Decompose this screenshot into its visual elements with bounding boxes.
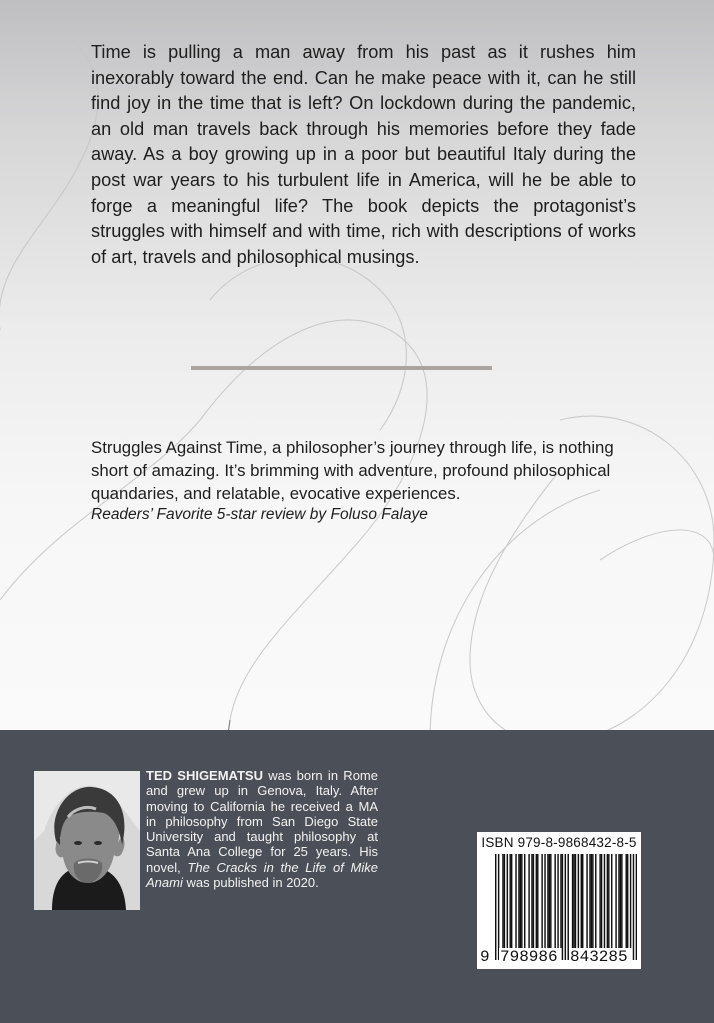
barcode-bar (518, 854, 519, 948)
barcode-bar (528, 854, 529, 948)
book-blurb: Time is pulling a man away from his past as it rushes him inexorably toward the end. Can he make peace with it, can he still find joy in the time that is left? On lockdown during the pandemic, an old man travels back through his memories before they fade away. As a boy growing up in a poor but beautiful Italy during the post war years to his turbulent life in America, will he be able to forge a meaningful life? The book depicts the protagonist’s struggles with himself and with time, rich with descriptions of works of art, travels and philosophical musings. (91, 42, 636, 267)
barcode-bar (515, 854, 516, 948)
barcode-bar (510, 854, 511, 948)
barcode-bar (611, 854, 612, 948)
barcode-bar (582, 854, 583, 948)
isbn-digit-first: 9 (480, 948, 490, 966)
barcode-bar (618, 854, 619, 948)
barcode-bar (592, 854, 593, 948)
barcode-bar (620, 854, 621, 948)
barcode-bar (520, 854, 521, 948)
barcode-bar (591, 854, 592, 948)
barcode-bar (511, 854, 512, 948)
barcode-bar (541, 854, 542, 948)
isbn-digits-right: 843285 (570, 948, 628, 966)
isbn-barcode-block (477, 832, 641, 969)
barcode-bar (562, 854, 563, 960)
review-quote: Struggles Against Time, a philosopher’s journey through life, is nothing short of amazing. It’s brimming with adventure, profound philosophical quandaries, and relatable, evocative experiences. (91, 438, 614, 504)
author-bio-text-end: was published in 2020. (182, 875, 319, 891)
barcode-bar (595, 854, 596, 948)
barcode-bar (599, 854, 600, 948)
barcode-bar (531, 854, 532, 948)
barcode-bar (626, 854, 627, 948)
barcode-bar (586, 854, 587, 948)
isbn-digits (477, 948, 641, 968)
barcode-bar (524, 854, 525, 948)
isbn-digits-left: 798986 (500, 948, 558, 966)
author-bio-text: was born in Rome and grew up in Genova, Italy. After moving to California he received a MA in philosophy from San Diego State University and taught philosophy at Santa Ana College for 25 years. His novel, (146, 768, 378, 875)
barcode-bar (544, 854, 545, 948)
review-credit: Readers’ Favorite 5-star review by Foluso Falaye (91, 506, 428, 523)
author-novel-title: The Cracks in the Life of Mike Anami (146, 859, 378, 891)
barcode-bar (604, 854, 605, 948)
barcode-bar (537, 854, 538, 948)
barcode-bar (498, 854, 499, 960)
barcode-bar (636, 854, 637, 960)
barcode-bar (504, 854, 505, 948)
barcode-bar (608, 854, 609, 948)
barcode-bar (615, 854, 616, 948)
barcode-bar (633, 854, 634, 960)
barcode-bar (549, 854, 550, 948)
barcode-bar (601, 854, 602, 948)
barcode-bar (589, 854, 590, 948)
barcode-bar (565, 854, 566, 960)
author-portrait-image (34, 771, 140, 910)
barcode-bar (627, 854, 628, 948)
barcode-bar (550, 854, 551, 948)
isbn-label: ISBN 979-8-9868432-8-5 (481, 835, 637, 850)
barcode-bar (533, 854, 534, 948)
barcode-bar (581, 854, 582, 948)
barcode-bar (578, 854, 579, 948)
barcode-bar (536, 854, 537, 948)
barcode-bar (507, 854, 508, 948)
author-photo (34, 771, 140, 910)
author-name: TED SHIGEMATSU (146, 768, 263, 783)
barcode-bar (554, 854, 555, 948)
barcode-bar (573, 854, 574, 948)
barcode-bar (621, 854, 622, 948)
barcode-bar (560, 854, 561, 948)
barcode-bar (502, 854, 503, 948)
barcode-bar (568, 854, 569, 960)
barcode-bar (547, 854, 548, 948)
barcode-bar (607, 854, 608, 948)
barcode-bar (630, 854, 631, 948)
barcode-bar (572, 854, 573, 948)
barcode-bar (495, 854, 496, 960)
barcode-bar (557, 854, 558, 948)
author-bio (146, 768, 378, 890)
section-divider (191, 366, 492, 370)
barcode-bar (575, 854, 576, 948)
barcode-bar (521, 854, 522, 948)
